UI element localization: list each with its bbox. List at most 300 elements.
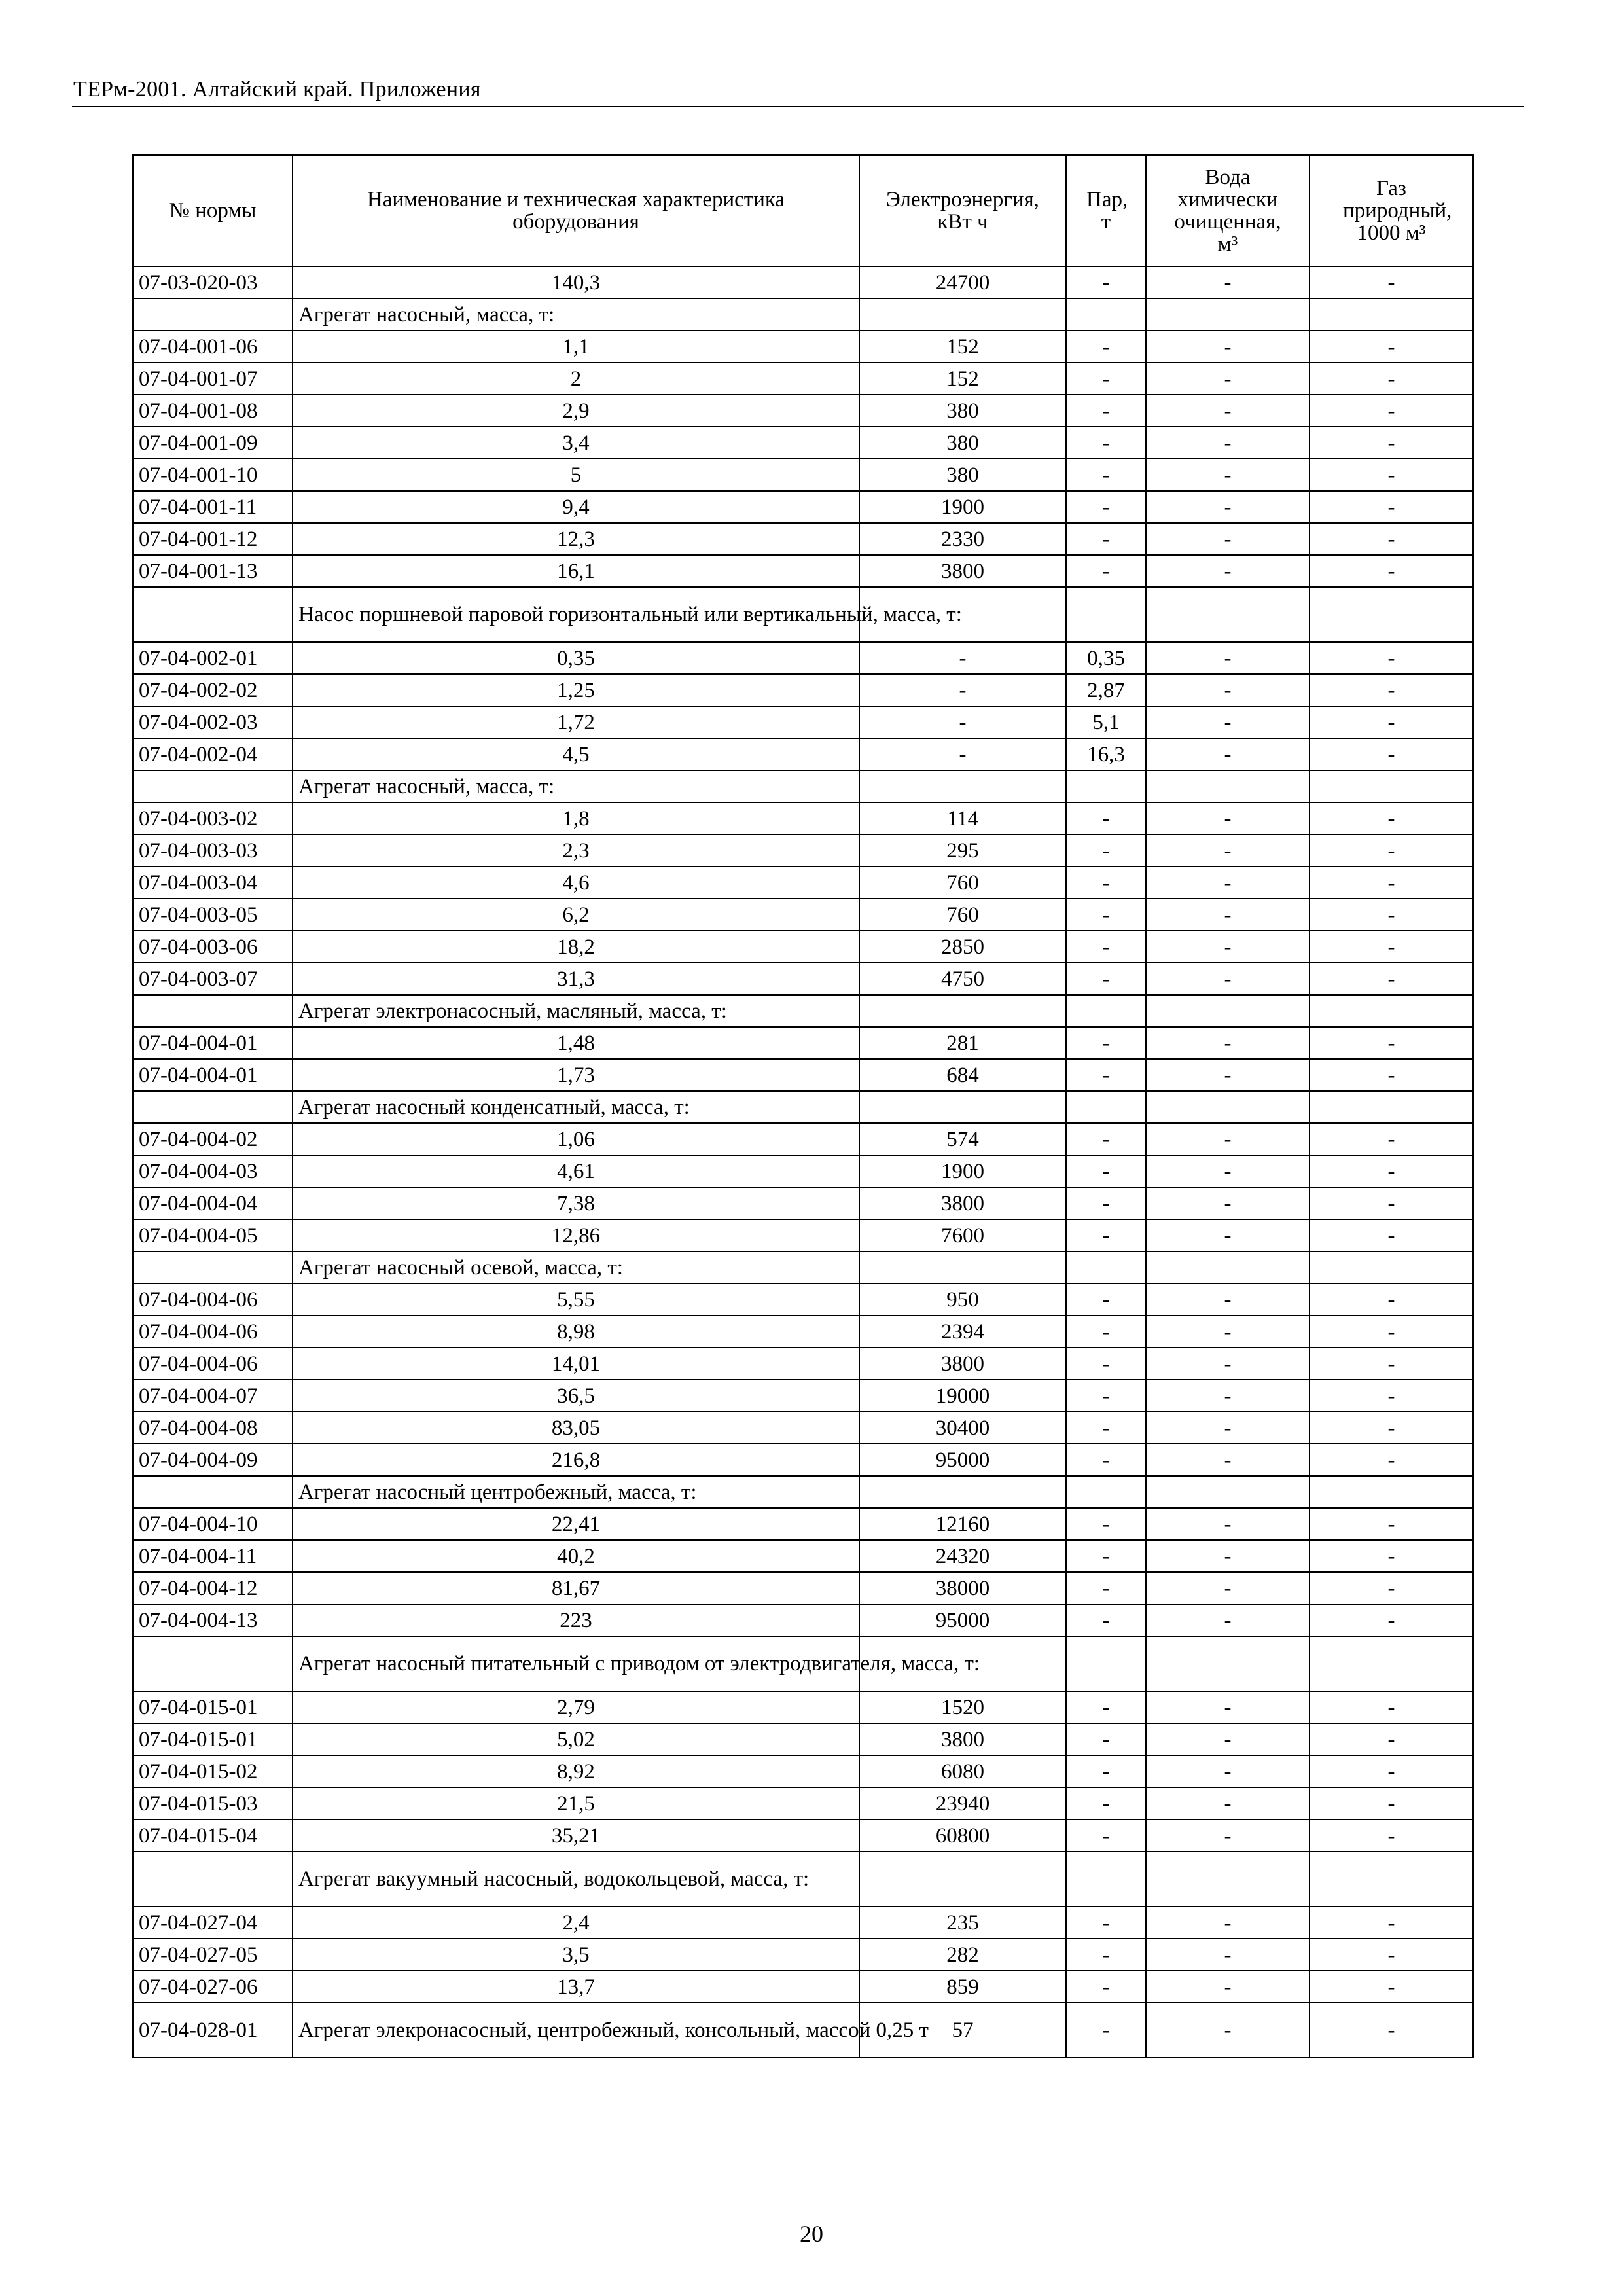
water-cell: - (1146, 1348, 1310, 1380)
gas-cell: - (1310, 1971, 1473, 2003)
table-row (133, 2003, 1473, 2058)
water-cell: - (1146, 1187, 1310, 1219)
table-row (133, 1907, 1473, 1939)
empty-gas-cell (1310, 1636, 1473, 1691)
steam-cell: - (1066, 1219, 1146, 1251)
norm-code-cell: 07-04-004-06 (133, 1348, 293, 1380)
mass-value-cell: 5 (293, 459, 859, 491)
table-row (133, 802, 1473, 834)
steam-cell: - (1066, 1412, 1146, 1444)
mass-value-cell: 7,38 (293, 1187, 859, 1219)
group-description-cell: Агрегат насосный, масса, т: (293, 298, 859, 331)
gas-cell: - (1310, 266, 1473, 298)
gas-cell: - (1310, 1755, 1473, 1787)
norm-code-cell: 07-04-004-09 (133, 1444, 293, 1476)
electricity-cell: 2394 (859, 1316, 1066, 1348)
mass-value-cell: 2,4 (293, 1907, 859, 1939)
equipment-description-cell: Агрегат элекронасосный, центробежный, консольный, массой 0,25 т (293, 2003, 859, 2058)
steam-cell: - (1066, 395, 1146, 427)
mass-value-cell: 223 (293, 1604, 859, 1636)
electricity-cell: 152 (859, 363, 1066, 395)
mass-value-cell: 1,06 (293, 1123, 859, 1155)
water-cell: - (1146, 1755, 1310, 1787)
gas-cell: - (1310, 363, 1473, 395)
electricity-cell: 235 (859, 1907, 1066, 1939)
table-row (133, 1348, 1473, 1380)
water-cell: - (1146, 523, 1310, 555)
water-cell: - (1146, 1027, 1310, 1059)
group-description-cell: Агрегат электронасосный, масляный, масса, т: (293, 995, 859, 1027)
steam-cell: - (1066, 1971, 1146, 2003)
norm-code-cell: 07-04-001-10 (133, 459, 293, 491)
electricity-cell: 2850 (859, 931, 1066, 963)
table-row (133, 867, 1473, 899)
steam-cell: - (1066, 427, 1146, 459)
steam-cell: - (1066, 1787, 1146, 1820)
steam-cell: - (1066, 491, 1146, 523)
water-cell: - (1146, 1412, 1310, 1444)
mass-value-cell: 1,72 (293, 706, 859, 738)
gas-cell: - (1310, 706, 1473, 738)
norm-code-cell: 07-04-002-01 (133, 642, 293, 674)
water-cell: - (1146, 834, 1310, 867)
norm-code-cell: 07-04-001-06 (133, 331, 293, 363)
water-cell: - (1146, 491, 1310, 523)
water-cell: - (1146, 1604, 1310, 1636)
table-row (133, 491, 1473, 523)
steam-cell: - (1066, 459, 1146, 491)
mass-value-cell: 1,48 (293, 1027, 859, 1059)
empty-gas-cell (1310, 770, 1473, 802)
norm-code-cell: 07-04-015-01 (133, 1691, 293, 1723)
empty-code-cell (133, 995, 293, 1027)
norm-code-cell: 07-04-004-03 (133, 1155, 293, 1187)
group-description-cell: Агрегат насосный, масса, т: (293, 770, 859, 802)
steam-cell: - (1066, 1820, 1146, 1852)
steam-cell: 2,87 (1066, 674, 1146, 706)
water-cell: - (1146, 363, 1310, 395)
mass-value-cell: 12,3 (293, 523, 859, 555)
group-heading-row (133, 1476, 1473, 1508)
electricity-cell: 1520 (859, 1691, 1066, 1723)
header-divider (72, 106, 1524, 107)
gas-cell: - (1310, 1187, 1473, 1219)
water-cell: - (1146, 963, 1310, 995)
col-header-water: Вода химически очищенная, м³ (1146, 155, 1310, 266)
water-cell: - (1146, 1939, 1310, 1971)
gas-cell: - (1310, 1691, 1473, 1723)
table-row (133, 931, 1473, 963)
steam-cell: - (1066, 1444, 1146, 1476)
electricity-cell: 24700 (859, 266, 1066, 298)
page-number: 20 (800, 2221, 823, 2247)
gas-cell: - (1310, 834, 1473, 867)
water-cell: - (1146, 1508, 1310, 1540)
electricity-cell: 282 (859, 1939, 1066, 1971)
group-heading-row (133, 1636, 1473, 1691)
empty-water-cell (1146, 1251, 1310, 1283)
gas-cell: - (1310, 674, 1473, 706)
norm-code-cell: 07-04-004-11 (133, 1540, 293, 1572)
mass-value-cell: 4,5 (293, 738, 859, 770)
group-heading-row (133, 1091, 1473, 1123)
table-row (133, 1540, 1473, 1572)
steam-cell: - (1066, 331, 1146, 363)
mass-value-cell: 5,02 (293, 1723, 859, 1755)
water-cell: - (1146, 1820, 1310, 1852)
mass-value-cell: 8,92 (293, 1755, 859, 1787)
empty-electricity-cell (859, 1476, 1066, 1508)
empty-water-cell (1146, 770, 1310, 802)
steam-cell: - (1066, 555, 1146, 587)
empty-water-cell (1146, 1852, 1310, 1907)
electricity-cell: 30400 (859, 1412, 1066, 1444)
group-description-cell: Агрегат насосный питательный с приводом от электродвигателя, масса, т: (293, 1636, 859, 1691)
table-row (133, 523, 1473, 555)
table-row (133, 1444, 1473, 1476)
steam-cell: - (1066, 931, 1146, 963)
mass-value-cell: 1,1 (293, 331, 859, 363)
electricity-cell: 380 (859, 427, 1066, 459)
mass-value-cell: 1,73 (293, 1059, 859, 1091)
norm-code-cell: 07-03-020-03 (133, 266, 293, 298)
water-cell: - (1146, 899, 1310, 931)
norm-code-cell: 07-04-004-06 (133, 1283, 293, 1316)
table-row (133, 1027, 1473, 1059)
mass-value-cell: 12,86 (293, 1219, 859, 1251)
mass-value-cell: 2 (293, 363, 859, 395)
electricity-cell: 760 (859, 867, 1066, 899)
gas-cell: - (1310, 1444, 1473, 1476)
table-row (133, 642, 1473, 674)
gas-cell: - (1310, 802, 1473, 834)
steam-cell: - (1066, 834, 1146, 867)
empty-steam-cell (1066, 1636, 1146, 1691)
electricity-cell: 3800 (859, 555, 1066, 587)
steam-cell: - (1066, 266, 1146, 298)
mass-value-cell: 21,5 (293, 1787, 859, 1820)
col-header-equipment-name: Наименование и техническая характеристика оборудования (293, 155, 859, 266)
steam-cell: - (1066, 1508, 1146, 1540)
water-cell: - (1146, 555, 1310, 587)
table-row (133, 427, 1473, 459)
empty-electricity-cell (859, 770, 1066, 802)
empty-steam-cell (1066, 995, 1146, 1027)
norm-code-cell: 07-04-003-02 (133, 802, 293, 834)
empty-code-cell (133, 770, 293, 802)
group-heading-row (133, 770, 1473, 802)
water-cell: - (1146, 1059, 1310, 1091)
electricity-cell: 380 (859, 395, 1066, 427)
table-row (133, 1971, 1473, 2003)
empty-electricity-cell (859, 1852, 1066, 1907)
electricity-cell: 684 (859, 1059, 1066, 1091)
gas-cell: - (1310, 1939, 1473, 1971)
water-cell: - (1146, 642, 1310, 674)
norm-code-cell: 07-04-004-01 (133, 1027, 293, 1059)
norm-code-cell: 07-04-002-02 (133, 674, 293, 706)
group-heading-row (133, 1852, 1473, 1907)
mass-value-cell: 16,1 (293, 555, 859, 587)
empty-steam-cell (1066, 298, 1146, 331)
water-cell: - (1146, 1907, 1310, 1939)
empty-gas-cell (1310, 1091, 1473, 1123)
empty-code-cell (133, 587, 293, 642)
norm-code-cell: 07-04-001-08 (133, 395, 293, 427)
table-row (133, 1187, 1473, 1219)
water-cell: - (1146, 1572, 1310, 1604)
electricity-cell: - (859, 738, 1066, 770)
empty-code-cell (133, 1091, 293, 1123)
mass-value-cell: 36,5 (293, 1380, 859, 1412)
steam-cell: - (1066, 523, 1146, 555)
gas-cell: - (1310, 459, 1473, 491)
gas-cell: - (1310, 963, 1473, 995)
steam-cell: 16,3 (1066, 738, 1146, 770)
mass-value-cell: 0,35 (293, 642, 859, 674)
electricity-cell: 760 (859, 899, 1066, 931)
empty-code-cell (133, 298, 293, 331)
steam-cell: - (1066, 899, 1146, 931)
steam-cell: - (1066, 1059, 1146, 1091)
electricity-cell: 574 (859, 1123, 1066, 1155)
mass-value-cell: 1,25 (293, 674, 859, 706)
steam-cell: - (1066, 1027, 1146, 1059)
table-row (133, 706, 1473, 738)
electricity-cell: 95000 (859, 1444, 1066, 1476)
electricity-cell: 950 (859, 1283, 1066, 1316)
table-row (133, 459, 1473, 491)
empty-water-cell (1146, 1636, 1310, 1691)
mass-value-cell: 83,05 (293, 1412, 859, 1444)
water-cell: - (1146, 867, 1310, 899)
gas-cell: - (1310, 899, 1473, 931)
table-row (133, 738, 1473, 770)
group-description-cell: Агрегат насосный конденсатный, масса, т: (293, 1091, 859, 1123)
gas-cell: - (1310, 1059, 1473, 1091)
empty-steam-cell (1066, 1251, 1146, 1283)
table-row (133, 1723, 1473, 1755)
electricity-cell: 3800 (859, 1187, 1066, 1219)
electricity-cell: 6080 (859, 1755, 1066, 1787)
gas-cell: - (1310, 1027, 1473, 1059)
table-row (133, 1283, 1473, 1316)
gas-cell: - (1310, 1283, 1473, 1316)
steam-cell: 0,35 (1066, 642, 1146, 674)
norm-code-cell: 07-04-003-05 (133, 899, 293, 931)
water-cell: - (1146, 1971, 1310, 2003)
table-row (133, 1219, 1473, 1251)
empty-steam-cell (1066, 1852, 1146, 1907)
table-row (133, 363, 1473, 395)
water-cell: - (1146, 1444, 1310, 1476)
group-description-cell: Агрегат насосный осевой, масса, т: (293, 1251, 859, 1283)
gas-cell: - (1310, 1412, 1473, 1444)
table-row (133, 1380, 1473, 1412)
gas-cell: - (1310, 1723, 1473, 1755)
water-cell: - (1146, 1123, 1310, 1155)
electricity-cell: 12160 (859, 1508, 1066, 1540)
table-row (133, 395, 1473, 427)
electricity-cell: 295 (859, 834, 1066, 867)
empty-steam-cell (1066, 1091, 1146, 1123)
norm-code-cell: 07-04-004-08 (133, 1412, 293, 1444)
mass-value-cell: 6,2 (293, 899, 859, 931)
empty-water-cell (1146, 298, 1310, 331)
gas-cell: - (1310, 642, 1473, 674)
electricity-cell: 281 (859, 1027, 1066, 1059)
steam-cell: - (1066, 802, 1146, 834)
gas-cell: - (1310, 491, 1473, 523)
mass-value-cell: 13,7 (293, 1971, 859, 2003)
mass-value-cell: 9,4 (293, 491, 859, 523)
empty-water-cell (1146, 587, 1310, 642)
water-cell: - (1146, 1540, 1310, 1572)
col-header-electricity: Электроэнергия, кВт ч (859, 155, 1066, 266)
mass-value-cell: 1,8 (293, 802, 859, 834)
water-cell: - (1146, 931, 1310, 963)
table-row (133, 331, 1473, 363)
col-header-gas: Газ природный, 1000 м³ (1310, 155, 1473, 266)
mass-value-cell: 3,4 (293, 427, 859, 459)
electricity-cell: 19000 (859, 1380, 1066, 1412)
table-row (133, 1155, 1473, 1187)
empty-water-cell (1146, 1476, 1310, 1508)
col-header-steam: Пар, т (1066, 155, 1146, 266)
gas-cell: - (1310, 427, 1473, 459)
table-row (133, 1123, 1473, 1155)
group-heading-row (133, 995, 1473, 1027)
table-header-row (133, 155, 1473, 266)
empty-electricity-cell (859, 1091, 1066, 1123)
water-cell: - (1146, 331, 1310, 363)
gas-cell: - (1310, 331, 1473, 363)
steam-cell: - (1066, 867, 1146, 899)
empty-gas-cell (1310, 587, 1473, 642)
steam-cell: - (1066, 1939, 1146, 1971)
norm-code-cell: 07-04-004-12 (133, 1572, 293, 1604)
steam-cell: - (1066, 1316, 1146, 1348)
norm-code-cell: 07-04-027-05 (133, 1939, 293, 1971)
page-header-title: ТЕРм-2001. Алтайский край. Приложения (73, 77, 481, 101)
steam-cell: - (1066, 1348, 1146, 1380)
steam-cell: - (1066, 1572, 1146, 1604)
group-heading-row (133, 298, 1473, 331)
norm-code-cell: 07-04-003-03 (133, 834, 293, 867)
water-cell: - (1146, 706, 1310, 738)
electricity-cell: 95000 (859, 1604, 1066, 1636)
group-description-cell: Насос поршневой паровой горизонтальный или вертикальный, масса, т: (293, 587, 859, 642)
group-description-cell: Агрегат насосный центробежный, масса, т: (293, 1476, 859, 1508)
water-cell: - (1146, 674, 1310, 706)
table-row (133, 1820, 1473, 1852)
empty-electricity-cell (859, 1251, 1066, 1283)
gas-cell: - (1310, 1380, 1473, 1412)
mass-value-cell: 3,5 (293, 1939, 859, 1971)
gas-cell: - (1310, 395, 1473, 427)
electricity-cell: - (859, 642, 1066, 674)
table-row (133, 1412, 1473, 1444)
empty-gas-cell (1310, 995, 1473, 1027)
electricity-cell: 3800 (859, 1348, 1066, 1380)
norm-code-cell: 07-04-001-12 (133, 523, 293, 555)
mass-value-cell: 35,21 (293, 1820, 859, 1852)
water-cell: - (1146, 1723, 1310, 1755)
steam-cell: - (1066, 1540, 1146, 1572)
gas-cell: - (1310, 1540, 1473, 1572)
water-cell: - (1146, 1283, 1310, 1316)
mass-value-cell: 22,41 (293, 1508, 859, 1540)
norm-code-cell: 07-04-001-13 (133, 555, 293, 587)
mass-value-cell: 4,6 (293, 867, 859, 899)
steam-cell: - (1066, 1604, 1146, 1636)
norm-code-cell: 07-04-001-09 (133, 427, 293, 459)
steam-cell: - (1066, 1723, 1146, 1755)
norm-code-cell: 07-04-004-01 (133, 1059, 293, 1091)
group-heading-row (133, 587, 1473, 642)
norm-code-cell: 07-04-004-06 (133, 1316, 293, 1348)
table-row (133, 1059, 1473, 1091)
mass-value-cell: 2,79 (293, 1691, 859, 1723)
table-row (133, 1572, 1473, 1604)
electricity-cell: 3800 (859, 1723, 1066, 1755)
steam-cell: - (1066, 2003, 1146, 2058)
gas-cell: - (1310, 867, 1473, 899)
norm-code-cell: 07-04-003-04 (133, 867, 293, 899)
electricity-cell: 4750 (859, 963, 1066, 995)
norm-code-cell: 07-04-004-02 (133, 1123, 293, 1155)
electricity-cell: - (859, 706, 1066, 738)
gas-cell: - (1310, 2003, 1473, 2058)
group-description-cell: Агрегат вакуумный насосный, водокольцевой, масса, т: (293, 1852, 859, 1907)
mass-value-cell: 8,98 (293, 1316, 859, 1348)
empty-electricity-cell (859, 298, 1066, 331)
water-cell: - (1146, 1155, 1310, 1187)
electricity-cell: 380 (859, 459, 1066, 491)
mass-value-cell: 5,55 (293, 1283, 859, 1316)
table-row (133, 1787, 1473, 1820)
norm-code-cell: 07-04-004-10 (133, 1508, 293, 1540)
norm-code-cell: 07-04-004-07 (133, 1380, 293, 1412)
gas-cell: - (1310, 1572, 1473, 1604)
electricity-cell: 2330 (859, 523, 1066, 555)
norm-code-cell: 07-04-015-02 (133, 1755, 293, 1787)
table-row (133, 1508, 1473, 1540)
water-cell: - (1146, 1691, 1310, 1723)
equipment-resources-table (132, 154, 1474, 2058)
steam-cell: - (1066, 363, 1146, 395)
steam-cell: 5,1 (1066, 706, 1146, 738)
norm-code-cell: 07-04-002-04 (133, 738, 293, 770)
table-row (133, 1755, 1473, 1787)
water-cell: - (1146, 395, 1310, 427)
gas-cell: - (1310, 1348, 1473, 1380)
norm-code-cell: 07-04-001-11 (133, 491, 293, 523)
empty-steam-cell (1066, 1476, 1146, 1508)
table-row (133, 1691, 1473, 1723)
gas-cell: - (1310, 1123, 1473, 1155)
mass-value-cell: 216,8 (293, 1444, 859, 1476)
water-cell: - (1146, 459, 1310, 491)
electricity-cell: 7600 (859, 1219, 1066, 1251)
table-row (133, 834, 1473, 867)
norm-code-cell: 07-04-003-06 (133, 931, 293, 963)
mass-value-cell: 81,67 (293, 1572, 859, 1604)
norm-code-cell: 07-04-001-07 (133, 363, 293, 395)
gas-cell: - (1310, 555, 1473, 587)
steam-cell: - (1066, 1155, 1146, 1187)
electricity-cell: 60800 (859, 1820, 1066, 1852)
